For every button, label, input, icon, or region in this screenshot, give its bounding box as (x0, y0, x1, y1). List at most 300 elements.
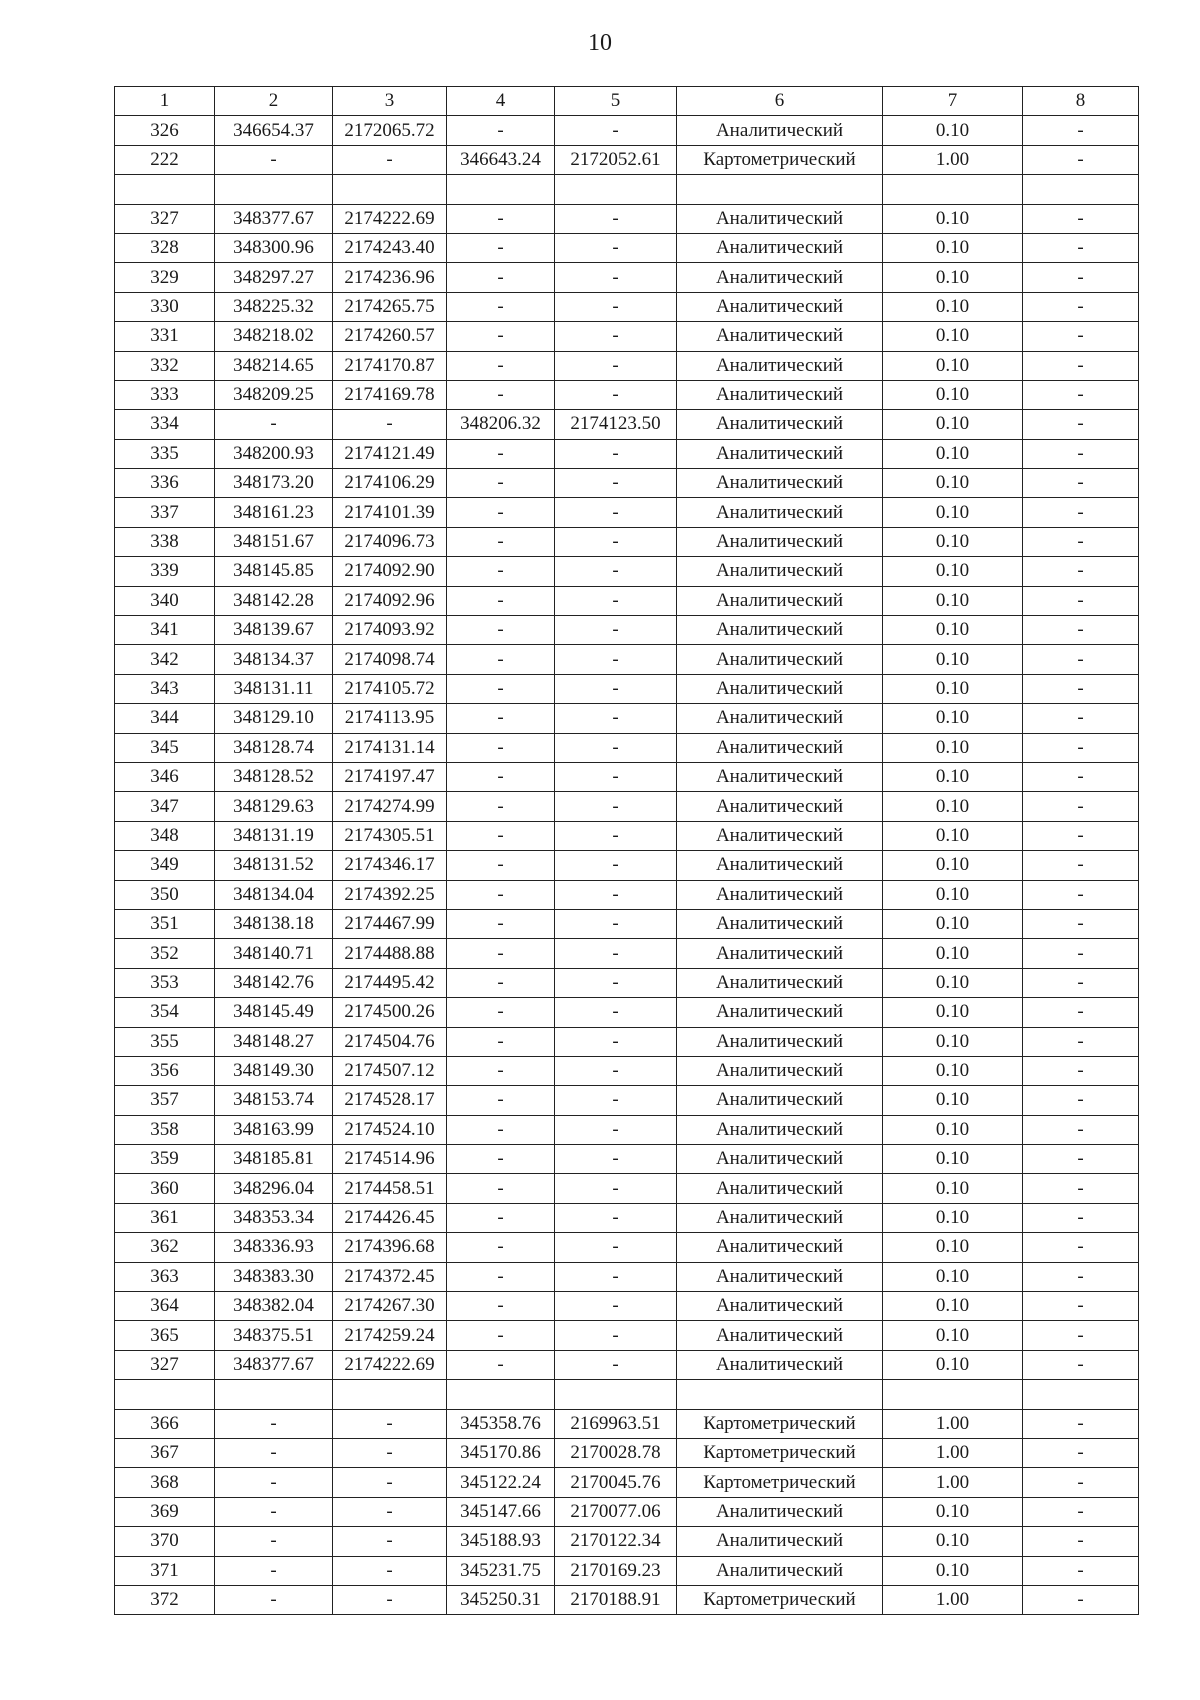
accuracy-cell: 0.10 (883, 1115, 1023, 1144)
y-new-cell: - (555, 792, 677, 821)
y-new-cell: - (555, 616, 677, 645)
y-existing-cell: 2174495.42 (333, 968, 447, 997)
accuracy-cell: 0.10 (883, 439, 1023, 468)
x-existing-cell: 348297.27 (215, 263, 333, 292)
table-row (115, 1027, 1139, 1056)
y-existing-cell: - (333, 1497, 447, 1526)
point-number-cell: 347 (115, 792, 215, 821)
description-cell: - (1023, 204, 1139, 233)
column-header: 5 (555, 87, 677, 116)
accuracy-cell: 0.10 (883, 1350, 1023, 1379)
y-new-cell: - (555, 233, 677, 262)
y-existing-cell: 2174105.72 (333, 674, 447, 703)
method-cell: Аналитический (677, 498, 883, 527)
x-new-cell: - (447, 1292, 555, 1321)
accuracy-cell: 0.10 (883, 1233, 1023, 1262)
x-existing-cell: 348375.51 (215, 1321, 333, 1350)
point-number-cell (115, 1380, 215, 1409)
y-existing-cell (333, 1380, 447, 1409)
y-new-cell: - (555, 1292, 677, 1321)
table-row (115, 998, 1139, 1027)
x-new-cell (447, 1380, 555, 1409)
x-new-cell: - (447, 616, 555, 645)
x-existing-cell: 348225.32 (215, 292, 333, 321)
description-cell: - (1023, 1203, 1139, 1232)
x-new-cell: - (447, 116, 555, 145)
point-number-cell: 342 (115, 645, 215, 674)
method-cell: Аналитический (677, 1556, 883, 1585)
description-cell: - (1023, 469, 1139, 498)
x-new-cell: - (447, 1321, 555, 1350)
x-new-cell: 345231.75 (447, 1556, 555, 1585)
table-row (115, 1292, 1139, 1321)
description-cell: - (1023, 704, 1139, 733)
y-existing-cell: 2174101.39 (333, 498, 447, 527)
y-new-cell: 2170077.06 (555, 1497, 677, 1526)
point-number-cell: 371 (115, 1556, 215, 1585)
point-number-cell: 348 (115, 821, 215, 850)
point-number-cell: 360 (115, 1174, 215, 1203)
x-existing-cell: 348383.30 (215, 1262, 333, 1291)
description-cell: - (1023, 586, 1139, 615)
description-cell: - (1023, 1468, 1139, 1497)
table-row (115, 1086, 1139, 1115)
y-new-cell: - (555, 909, 677, 938)
y-new-cell: 2170188.91 (555, 1585, 677, 1614)
accuracy-cell: 0.10 (883, 586, 1023, 615)
x-existing-cell: 348209.25 (215, 380, 333, 409)
table-row (115, 1350, 1139, 1379)
y-new-cell: - (555, 116, 677, 145)
description-cell: - (1023, 322, 1139, 351)
point-number-cell: 327 (115, 204, 215, 233)
point-number-cell: 345 (115, 733, 215, 762)
table-row (115, 233, 1139, 262)
method-cell: Аналитический (677, 733, 883, 762)
x-new-cell: - (447, 968, 555, 997)
table-row (115, 762, 1139, 791)
accuracy-cell: 0.10 (883, 410, 1023, 439)
accuracy-cell: 0.10 (883, 1321, 1023, 1350)
description-cell: - (1023, 1527, 1139, 1556)
x-existing-cell: 348377.67 (215, 1350, 333, 1379)
x-new-cell: - (447, 1350, 555, 1379)
accuracy-cell: 0.10 (883, 557, 1023, 586)
description-cell (1023, 1380, 1139, 1409)
point-number-cell: 361 (115, 1203, 215, 1232)
point-number-cell: 333 (115, 380, 215, 409)
method-cell: Аналитический (677, 939, 883, 968)
table-row (115, 380, 1139, 409)
point-number-cell: 338 (115, 527, 215, 556)
method-cell: Аналитический (677, 1145, 883, 1174)
accuracy-cell: 0.10 (883, 968, 1023, 997)
coordinates-table (114, 86, 1139, 1615)
point-number-cell: 356 (115, 1056, 215, 1085)
x-existing-cell: 348173.20 (215, 469, 333, 498)
method-cell: Аналитический (677, 851, 883, 880)
y-existing-cell: 2174528.17 (333, 1086, 447, 1115)
description-cell: - (1023, 233, 1139, 262)
column-header: 2 (215, 87, 333, 116)
description-cell: - (1023, 616, 1139, 645)
y-existing-cell: 2174236.96 (333, 263, 447, 292)
x-existing-cell: 348142.76 (215, 968, 333, 997)
description-cell: - (1023, 1233, 1139, 1262)
table-row (115, 586, 1139, 615)
table-row (115, 410, 1139, 439)
point-number-cell: 329 (115, 263, 215, 292)
x-existing-cell: 348151.67 (215, 527, 333, 556)
description-cell: - (1023, 1497, 1139, 1526)
method-cell: Аналитический (677, 439, 883, 468)
description-cell: - (1023, 1556, 1139, 1585)
point-number-cell: 366 (115, 1409, 215, 1438)
y-existing-cell: 2174514.96 (333, 1145, 447, 1174)
point-number-cell: 330 (115, 292, 215, 321)
y-existing-cell: 2174113.95 (333, 704, 447, 733)
point-number-cell: 368 (115, 1468, 215, 1497)
accuracy-cell: 0.10 (883, 733, 1023, 762)
table-row (115, 175, 1139, 204)
accuracy-cell: 0.10 (883, 204, 1023, 233)
x-existing-cell: 348214.65 (215, 351, 333, 380)
table-row (115, 851, 1139, 880)
description-cell: - (1023, 410, 1139, 439)
y-new-cell: - (555, 998, 677, 1027)
x-existing-cell: - (215, 1527, 333, 1556)
method-cell: Аналитический (677, 1350, 883, 1379)
method-cell (677, 175, 883, 204)
x-new-cell: - (447, 439, 555, 468)
point-number-cell: 328 (115, 233, 215, 262)
y-new-cell: - (555, 645, 677, 674)
x-existing-cell: 348353.34 (215, 1203, 333, 1232)
y-existing-cell: 2174488.88 (333, 939, 447, 968)
x-new-cell: 345358.76 (447, 1409, 555, 1438)
x-existing-cell: 348134.04 (215, 880, 333, 909)
table-row (115, 116, 1139, 145)
method-cell: Аналитический (677, 1203, 883, 1232)
table-row (115, 821, 1139, 850)
y-existing-cell: 2174265.75 (333, 292, 447, 321)
x-new-cell: - (447, 263, 555, 292)
y-existing-cell: - (333, 1585, 447, 1614)
y-new-cell: - (555, 469, 677, 498)
y-existing-cell: 2174222.69 (333, 204, 447, 233)
y-existing-cell: - (333, 1409, 447, 1438)
point-number-cell: 334 (115, 410, 215, 439)
x-new-cell: - (447, 733, 555, 762)
y-new-cell: - (555, 880, 677, 909)
accuracy-cell: 0.10 (883, 527, 1023, 556)
y-existing-cell: 2174092.90 (333, 557, 447, 586)
description-cell: - (1023, 527, 1139, 556)
y-existing-cell: - (333, 1527, 447, 1556)
description-cell: - (1023, 1350, 1139, 1379)
x-new-cell (447, 175, 555, 204)
point-number-cell: 354 (115, 998, 215, 1027)
point-number-cell: 351 (115, 909, 215, 938)
method-cell: Аналитический (677, 704, 883, 733)
y-existing-cell: 2174507.12 (333, 1056, 447, 1085)
accuracy-cell: 1.00 (883, 145, 1023, 174)
y-existing-cell: 2174259.24 (333, 1321, 447, 1350)
description-cell: - (1023, 1174, 1139, 1203)
x-new-cell: - (447, 704, 555, 733)
method-cell: Аналитический (677, 792, 883, 821)
method-cell: Картометрический (677, 1438, 883, 1467)
x-new-cell: - (447, 557, 555, 586)
table-row (115, 1233, 1139, 1262)
x-new-cell: - (447, 1174, 555, 1203)
table-row (115, 645, 1139, 674)
y-new-cell: - (555, 586, 677, 615)
method-cell: Аналитический (677, 263, 883, 292)
table-row (115, 1497, 1139, 1526)
table-row (115, 1056, 1139, 1085)
accuracy-cell (883, 175, 1023, 204)
x-existing-cell: 348185.81 (215, 1145, 333, 1174)
x-existing-cell: 348153.74 (215, 1086, 333, 1115)
x-existing-cell: 348300.96 (215, 233, 333, 262)
x-existing-cell: - (215, 410, 333, 439)
x-new-cell: - (447, 380, 555, 409)
x-existing-cell: - (215, 1438, 333, 1467)
description-cell: - (1023, 145, 1139, 174)
table-row (115, 1174, 1139, 1203)
x-existing-cell: 348145.85 (215, 557, 333, 586)
y-new-cell (555, 175, 677, 204)
y-new-cell: - (555, 439, 677, 468)
table-row (115, 498, 1139, 527)
description-cell: - (1023, 821, 1139, 850)
point-number-cell: 335 (115, 439, 215, 468)
y-existing-cell: 2174305.51 (333, 821, 447, 850)
accuracy-cell: 0.10 (883, 704, 1023, 733)
y-existing-cell: 2174346.17 (333, 851, 447, 880)
y-existing-cell (333, 175, 447, 204)
method-cell: Аналитический (677, 762, 883, 791)
x-new-cell: - (447, 851, 555, 880)
column-header: 3 (333, 87, 447, 116)
point-number-cell: 331 (115, 322, 215, 351)
method-cell: Картометрический (677, 1409, 883, 1438)
y-new-cell: - (555, 733, 677, 762)
x-new-cell: 345147.66 (447, 1497, 555, 1526)
y-existing-cell: 2174372.45 (333, 1262, 447, 1291)
method-cell: Аналитический (677, 1174, 883, 1203)
y-new-cell: - (555, 821, 677, 850)
y-existing-cell: 2174092.96 (333, 586, 447, 615)
y-new-cell: - (555, 1115, 677, 1144)
point-number-cell: 339 (115, 557, 215, 586)
x-new-cell: - (447, 498, 555, 527)
table-row (115, 204, 1139, 233)
y-new-cell: - (555, 851, 677, 880)
method-cell: Аналитический (677, 880, 883, 909)
x-new-cell: - (447, 233, 555, 262)
x-new-cell: - (447, 586, 555, 615)
description-cell: - (1023, 116, 1139, 145)
method-cell: Аналитический (677, 233, 883, 262)
x-new-cell: - (447, 1233, 555, 1262)
description-cell: - (1023, 1086, 1139, 1115)
accuracy-cell: 0.10 (883, 1203, 1023, 1232)
y-new-cell: - (555, 1086, 677, 1115)
description-cell: - (1023, 1056, 1139, 1085)
method-cell: Аналитический (677, 821, 883, 850)
point-number-cell: 372 (115, 1585, 215, 1614)
x-existing-cell: 348131.52 (215, 851, 333, 880)
point-number-cell: 365 (115, 1321, 215, 1350)
y-existing-cell: 2174197.47 (333, 762, 447, 791)
description-cell: - (1023, 645, 1139, 674)
x-new-cell: - (447, 322, 555, 351)
y-existing-cell: 2174096.73 (333, 527, 447, 556)
table-row (115, 1321, 1139, 1350)
x-existing-cell: 348161.23 (215, 498, 333, 527)
table-row (115, 1556, 1139, 1585)
point-number-cell: 222 (115, 145, 215, 174)
x-existing-cell: - (215, 1585, 333, 1614)
y-new-cell: - (555, 1321, 677, 1350)
table-row (115, 1380, 1139, 1409)
y-new-cell: - (555, 204, 677, 233)
description-cell: - (1023, 498, 1139, 527)
point-number-cell: 370 (115, 1527, 215, 1556)
method-cell: Аналитический (677, 1262, 883, 1291)
y-existing-cell: 2174243.40 (333, 233, 447, 262)
description-cell: - (1023, 380, 1139, 409)
x-new-cell: - (447, 880, 555, 909)
x-new-cell: - (447, 674, 555, 703)
point-number-cell: 327 (115, 1350, 215, 1379)
x-existing-cell (215, 175, 333, 204)
method-cell: Аналитический (677, 527, 883, 556)
y-existing-cell: - (333, 410, 447, 439)
x-existing-cell: 348296.04 (215, 1174, 333, 1203)
description-cell: - (1023, 439, 1139, 468)
y-existing-cell: 2174098.74 (333, 645, 447, 674)
accuracy-cell: 0.10 (883, 939, 1023, 968)
y-new-cell: 2170122.34 (555, 1527, 677, 1556)
method-cell: Аналитический (677, 351, 883, 380)
y-new-cell: - (555, 762, 677, 791)
table-row (115, 792, 1139, 821)
y-new-cell: - (555, 498, 677, 527)
description-cell: - (1023, 1027, 1139, 1056)
y-existing-cell: - (333, 145, 447, 174)
y-new-cell: - (555, 1350, 677, 1379)
table-row (115, 616, 1139, 645)
point-number-cell: 346 (115, 762, 215, 791)
x-new-cell: - (447, 762, 555, 791)
x-existing-cell: 348134.37 (215, 645, 333, 674)
point-number-cell: 352 (115, 939, 215, 968)
accuracy-cell: 1.00 (883, 1468, 1023, 1497)
x-new-cell: - (447, 292, 555, 321)
x-new-cell: - (447, 1262, 555, 1291)
y-new-cell: - (555, 1174, 677, 1203)
point-number-cell: 340 (115, 586, 215, 615)
x-existing-cell: 348142.28 (215, 586, 333, 615)
point-number-cell: 332 (115, 351, 215, 380)
description-cell: - (1023, 1262, 1139, 1291)
y-new-cell: - (555, 322, 677, 351)
x-new-cell: - (447, 939, 555, 968)
method-cell: Аналитический (677, 380, 883, 409)
method-cell (677, 1380, 883, 1409)
x-existing-cell: 348145.49 (215, 998, 333, 1027)
method-cell: Аналитический (677, 469, 883, 498)
x-existing-cell: - (215, 1409, 333, 1438)
accuracy-cell (883, 1380, 1023, 1409)
x-new-cell: 345188.93 (447, 1527, 555, 1556)
method-cell: Картометрический (677, 1468, 883, 1497)
table-row (115, 1115, 1139, 1144)
table-row (115, 880, 1139, 909)
x-existing-cell: 348163.99 (215, 1115, 333, 1144)
point-number-cell: 359 (115, 1145, 215, 1174)
x-existing-cell: 348128.52 (215, 762, 333, 791)
y-existing-cell: 2174267.30 (333, 1292, 447, 1321)
accuracy-cell: 0.10 (883, 762, 1023, 791)
accuracy-cell: 0.10 (883, 380, 1023, 409)
method-cell: Картометрический (677, 1585, 883, 1614)
point-number-cell: 337 (115, 498, 215, 527)
x-new-cell: - (447, 1086, 555, 1115)
x-existing-cell: 348129.63 (215, 792, 333, 821)
accuracy-cell: 0.10 (883, 498, 1023, 527)
y-existing-cell: 2172065.72 (333, 116, 447, 145)
description-cell: - (1023, 1585, 1139, 1614)
y-existing-cell: 2174396.68 (333, 1233, 447, 1262)
point-number-cell: 357 (115, 1086, 215, 1115)
method-cell: Аналитический (677, 1233, 883, 1262)
table-row (115, 704, 1139, 733)
y-new-cell: - (555, 380, 677, 409)
description-cell: - (1023, 1321, 1139, 1350)
table-row (115, 674, 1139, 703)
method-cell: Аналитический (677, 204, 883, 233)
method-cell: Аналитический (677, 410, 883, 439)
method-cell: Аналитический (677, 1321, 883, 1350)
x-existing-cell: 348131.19 (215, 821, 333, 850)
method-cell: Аналитический (677, 116, 883, 145)
accuracy-cell: 0.10 (883, 821, 1023, 850)
accuracy-cell: 1.00 (883, 1409, 1023, 1438)
y-new-cell: - (555, 263, 677, 292)
method-cell: Картометрический (677, 145, 883, 174)
x-new-cell: - (447, 527, 555, 556)
method-cell: Аналитический (677, 1056, 883, 1085)
table-row (115, 557, 1139, 586)
point-number-cell: 369 (115, 1497, 215, 1526)
method-cell: Аналитический (677, 1027, 883, 1056)
accuracy-cell: 0.10 (883, 645, 1023, 674)
point-number-cell: 350 (115, 880, 215, 909)
table-row (115, 439, 1139, 468)
table-row (115, 322, 1139, 351)
method-cell: Аналитический (677, 1527, 883, 1556)
x-existing-cell: - (215, 1497, 333, 1526)
description-cell: - (1023, 557, 1139, 586)
x-existing-cell: 348377.67 (215, 204, 333, 233)
method-cell: Аналитический (677, 586, 883, 615)
x-existing-cell: 348139.67 (215, 616, 333, 645)
y-new-cell: - (555, 292, 677, 321)
